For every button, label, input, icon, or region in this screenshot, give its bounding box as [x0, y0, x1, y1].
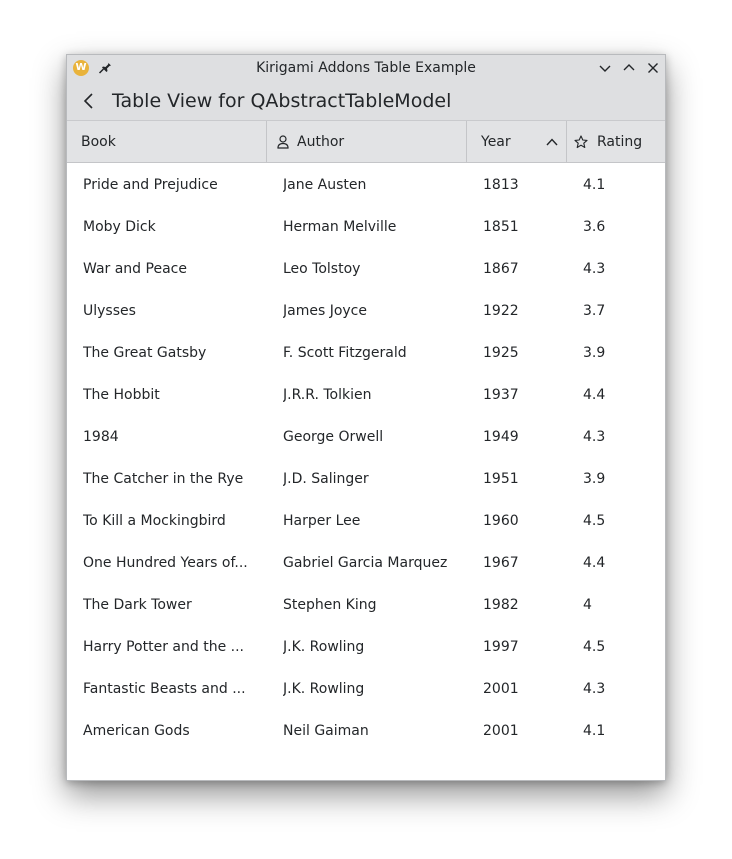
cell-book: One Hundred Years of...	[83, 555, 248, 571]
sort-ascending-icon	[545, 136, 559, 148]
cell-year: 1967	[483, 555, 519, 571]
cell-author: James Joyce	[283, 303, 367, 319]
table-row[interactable]	[67, 289, 665, 331]
cell-author: J.R.R. Tolkien	[283, 387, 372, 403]
column-header-author[interactable]	[267, 121, 467, 163]
cell-author: J.K. Rowling	[283, 639, 365, 655]
cell-rating: 4.5	[583, 639, 606, 655]
cell-year: 1925	[483, 345, 519, 361]
cell-rating: 4.3	[583, 261, 606, 277]
maximize-icon[interactable]	[621, 60, 637, 76]
cell-rating: 4	[583, 597, 592, 613]
column-header-label: Year	[481, 134, 511, 150]
cell-rating: 4.3	[583, 429, 606, 445]
star-icon	[574, 135, 588, 149]
cell-rating: 4.1	[583, 723, 606, 739]
cell-book: Pride and Prejudice	[83, 177, 218, 193]
column-header-label: Book	[81, 134, 116, 150]
cell-book: Harry Potter and the ...	[83, 639, 244, 655]
table-row[interactable]	[67, 625, 665, 667]
cell-author: Neil Gaiman	[283, 723, 369, 739]
cell-rating: 4.4	[583, 555, 606, 571]
minimize-icon[interactable]	[597, 60, 613, 76]
table-row[interactable]	[67, 331, 665, 373]
cell-book: Ulysses	[83, 303, 136, 319]
close-icon[interactable]	[645, 60, 661, 76]
cell-author: Jane Austen	[283, 177, 367, 193]
cell-book: The Dark Tower	[83, 597, 192, 613]
cell-rating: 3.6	[583, 219, 606, 235]
cell-author: Stephen King	[283, 597, 377, 613]
cell-author: J.K. Rowling	[283, 681, 365, 697]
table-row[interactable]	[67, 541, 665, 583]
table-row[interactable]	[67, 499, 665, 541]
cell-author: Herman Melville	[283, 219, 397, 235]
cell-book: To Kill a Mockingbird	[83, 513, 226, 529]
cell-rating: 3.7	[583, 303, 606, 319]
cell-book: Fantastic Beasts and ...	[83, 681, 246, 697]
table-body	[67, 163, 665, 751]
cell-year: 1851	[483, 219, 519, 235]
table-row[interactable]	[67, 709, 665, 751]
cell-year: 1813	[483, 177, 519, 193]
person-icon	[277, 135, 289, 149]
page-title: Table View for QAbstractTableModel	[112, 90, 452, 112]
cell-book: The Great Gatsby	[83, 345, 207, 361]
app-window	[66, 54, 666, 781]
column-header-label: Rating	[597, 134, 643, 150]
cell-year: 1982	[483, 597, 519, 613]
table-row[interactable]	[67, 247, 665, 289]
cell-book: Moby Dick	[83, 219, 156, 235]
cell-rating: 4.3	[583, 681, 606, 697]
page-header	[67, 81, 665, 121]
table-row[interactable]	[67, 163, 665, 205]
cell-year: 1922	[483, 303, 519, 319]
cell-author: Leo Tolstoy	[283, 261, 361, 277]
cell-year: 1997	[483, 639, 519, 655]
cell-book: War and Peace	[83, 261, 187, 277]
cell-year: 2001	[483, 723, 519, 739]
back-arrow-icon[interactable]	[79, 91, 99, 111]
cell-year: 1949	[483, 429, 519, 445]
column-header-label: Author	[297, 134, 345, 150]
title-bar[interactable]	[67, 55, 665, 81]
cell-author: Gabriel Garcia Marquez	[283, 555, 448, 571]
table-row[interactable]	[67, 415, 665, 457]
cell-year: 1937	[483, 387, 519, 403]
cell-book: The Catcher in the Rye	[83, 471, 244, 487]
cell-rating: 3.9	[583, 345, 606, 361]
column-header-rating[interactable]	[567, 121, 666, 163]
table-header	[67, 121, 665, 163]
cell-rating: 4.1	[583, 177, 606, 193]
column-header-book[interactable]	[67, 121, 267, 163]
cell-rating: 4.4	[583, 387, 606, 403]
table-row[interactable]	[67, 205, 665, 247]
cell-rating: 4.5	[583, 513, 606, 529]
cell-author: J.D. Salinger	[283, 471, 369, 487]
cell-year: 1867	[483, 261, 519, 277]
column-header-year[interactable]	[467, 121, 567, 163]
cell-year: 2001	[483, 681, 519, 697]
kirigami-app-icon[interactable]: W	[73, 60, 89, 76]
table-row[interactable]	[67, 457, 665, 499]
cell-author: Harper Lee	[283, 513, 361, 529]
cell-book: American Gods	[83, 723, 190, 739]
cell-year: 1960	[483, 513, 519, 529]
cell-year: 1951	[483, 471, 519, 487]
cell-rating: 3.9	[583, 471, 606, 487]
cell-author: George Orwell	[283, 429, 384, 445]
cell-author: F. Scott Fitzgerald	[283, 345, 407, 361]
table-row[interactable]	[67, 373, 665, 415]
cell-book: The Hobbit	[83, 387, 160, 403]
window-title: Kirigami Addons Table Example	[256, 60, 476, 76]
cell-book: 1984	[83, 429, 119, 445]
table-row[interactable]	[67, 583, 665, 625]
table-row[interactable]	[67, 667, 665, 709]
